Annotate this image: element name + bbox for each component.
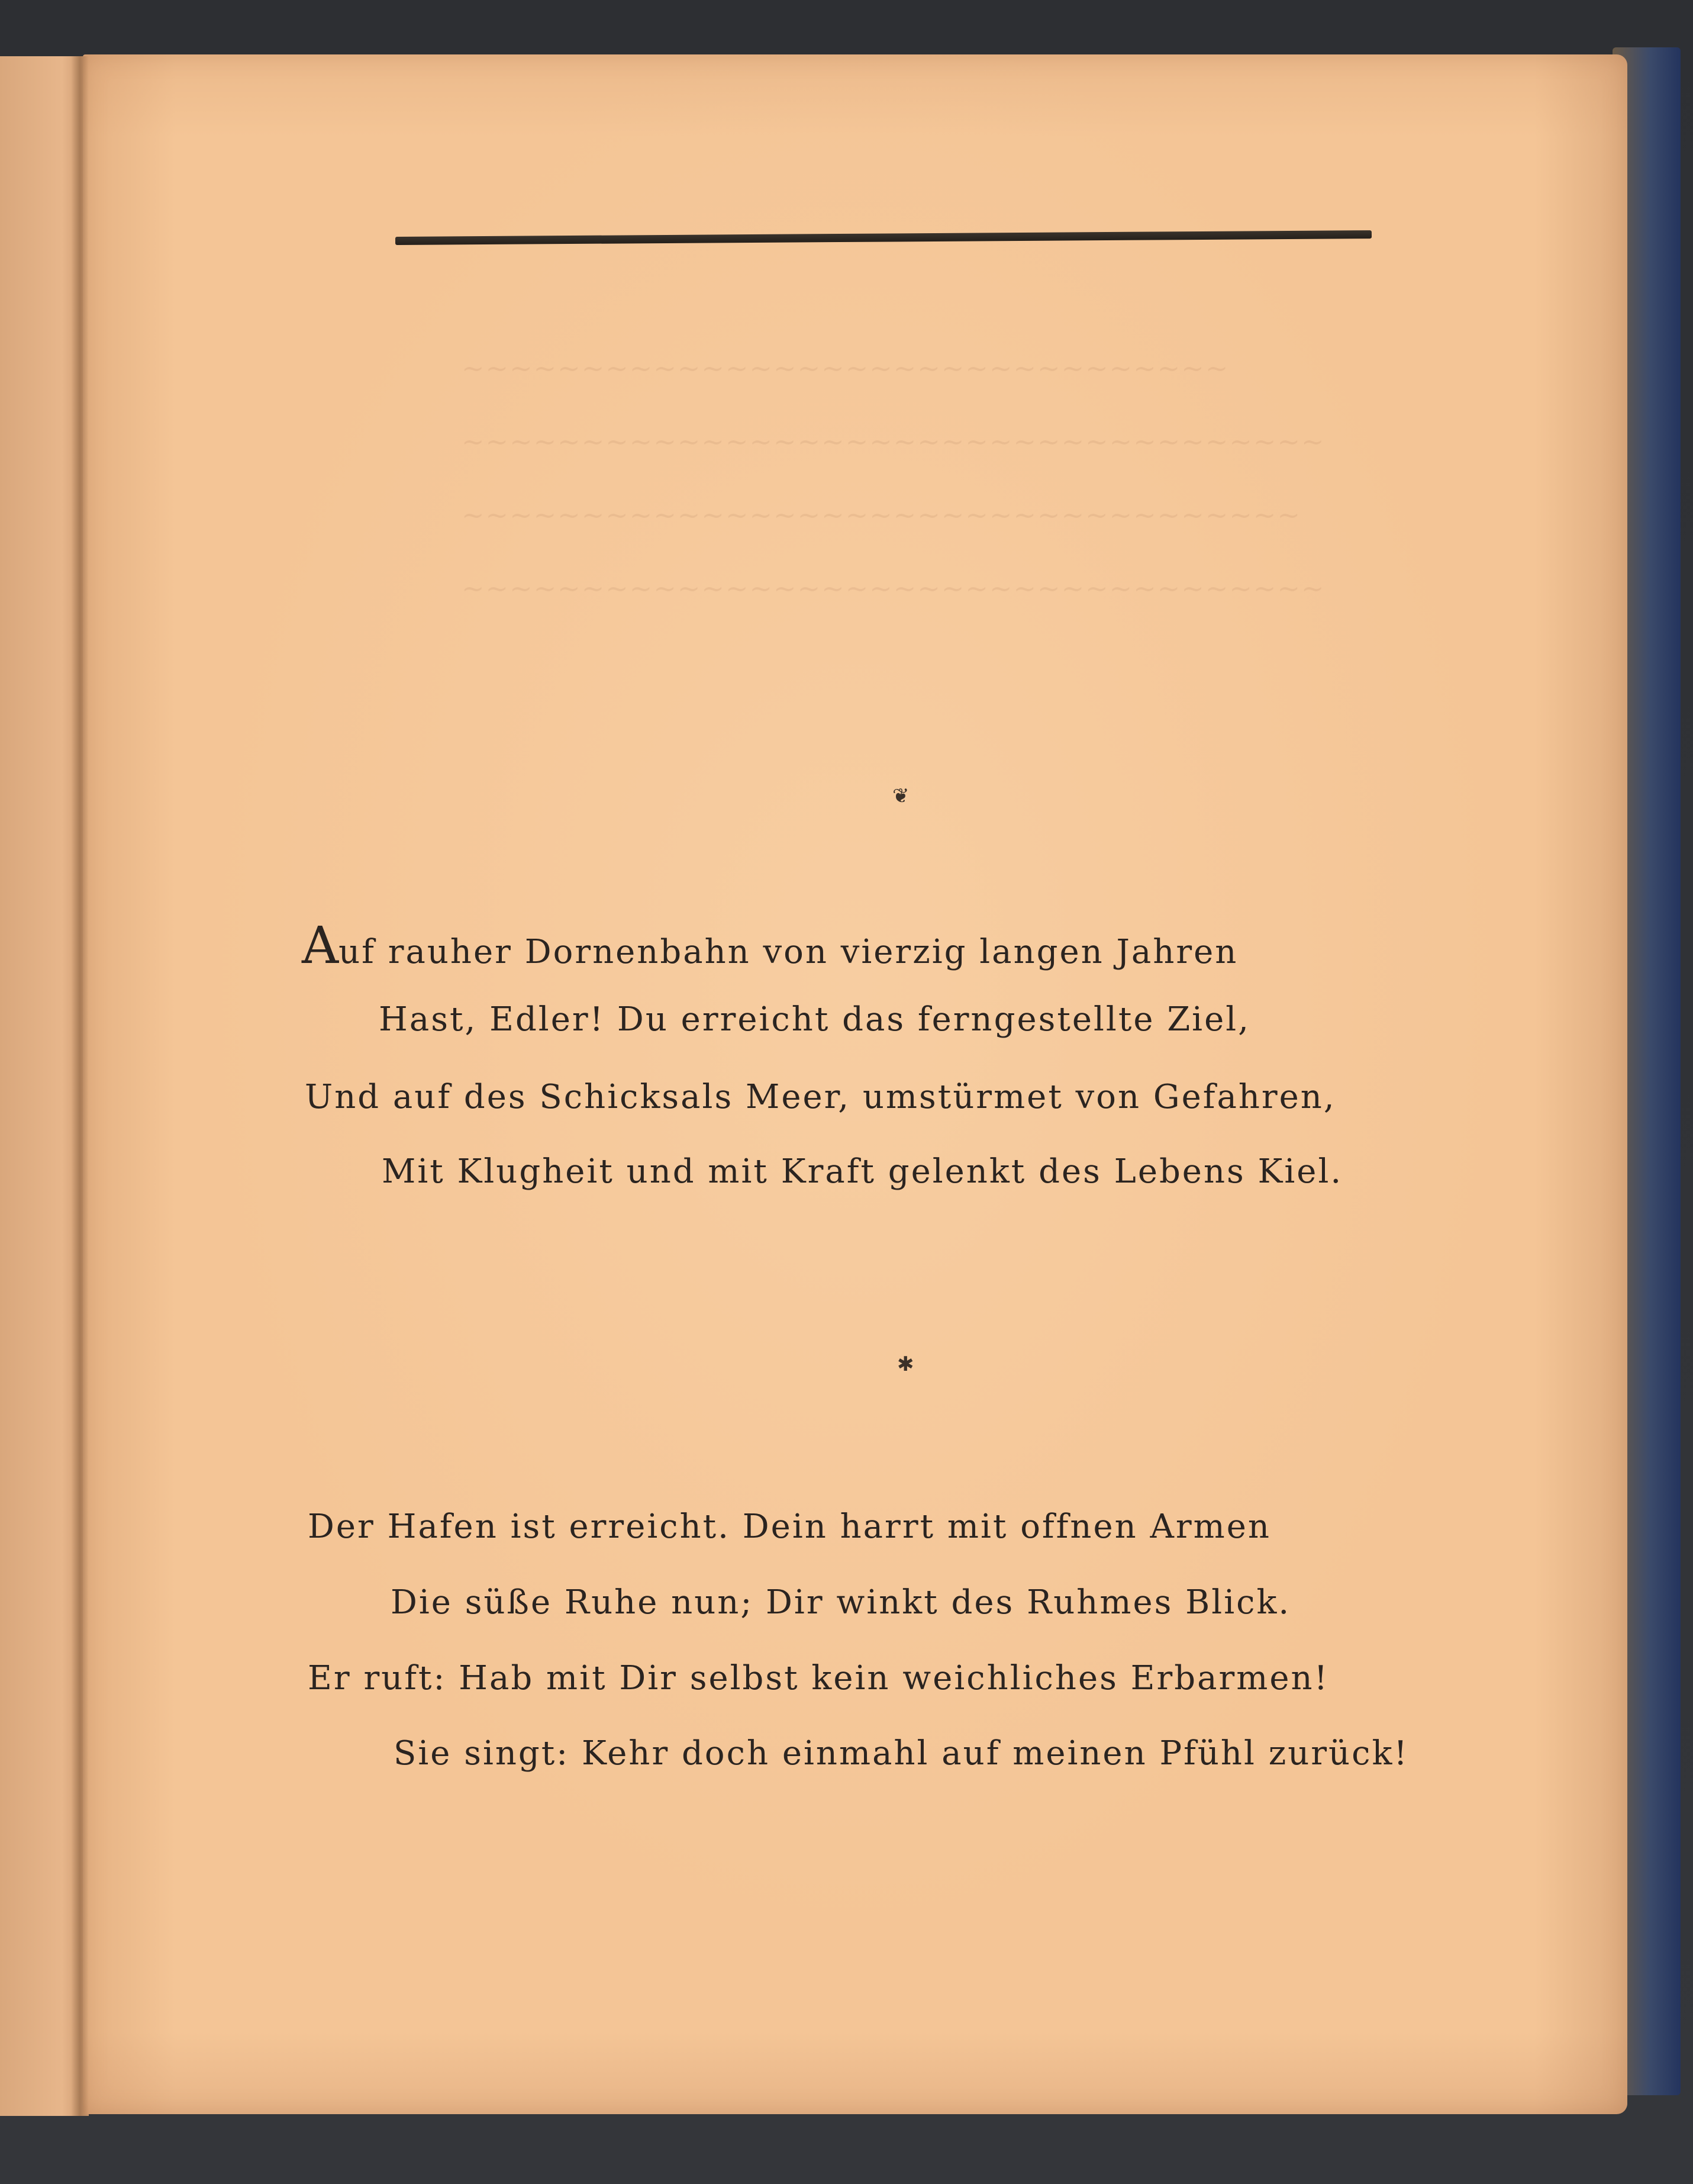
stanza-1-line-1-text: uf rauher Dornenbahn von vierzig langen Jahren <box>338 933 1239 971</box>
stanza-1-line-1 <box>302 916 1239 975</box>
page-gutter <box>71 56 89 2116</box>
stanza-1-line-4: Mit Klugheit und mit Kraft gelenkt des Lebens Kiel. <box>382 1152 1343 1191</box>
stanza-2-line-4: Sie singt: Kehr doch einmahl auf meinen Pfühl zurück! <box>394 1734 1409 1773</box>
drop-initial: A <box>302 916 339 975</box>
stanza-2-line-2: Die süße Ruhe nun; Dir winkt des Ruhmes Blick. <box>391 1583 1291 1622</box>
ornament-icon: ❦ <box>892 784 910 808</box>
stanza-1-line-3: Und auf des Schicksals Meer, umstürmet von Gefahren, <box>305 1078 1336 1116</box>
stanza-2-line-3: Er ruft: Hab mit Dir selbst kein weichliches Erbarmen! <box>308 1659 1330 1697</box>
stanza-1-line-2: Hast, Edler! Du erreicht das ferngestellte Ziel, <box>379 1000 1250 1039</box>
stanza-2-line-1: Der Hafen ist erreicht. Dein harrt mit offnen Armen <box>308 1507 1271 1546</box>
asterisk-ornament-icon: ✱ <box>897 1352 914 1376</box>
